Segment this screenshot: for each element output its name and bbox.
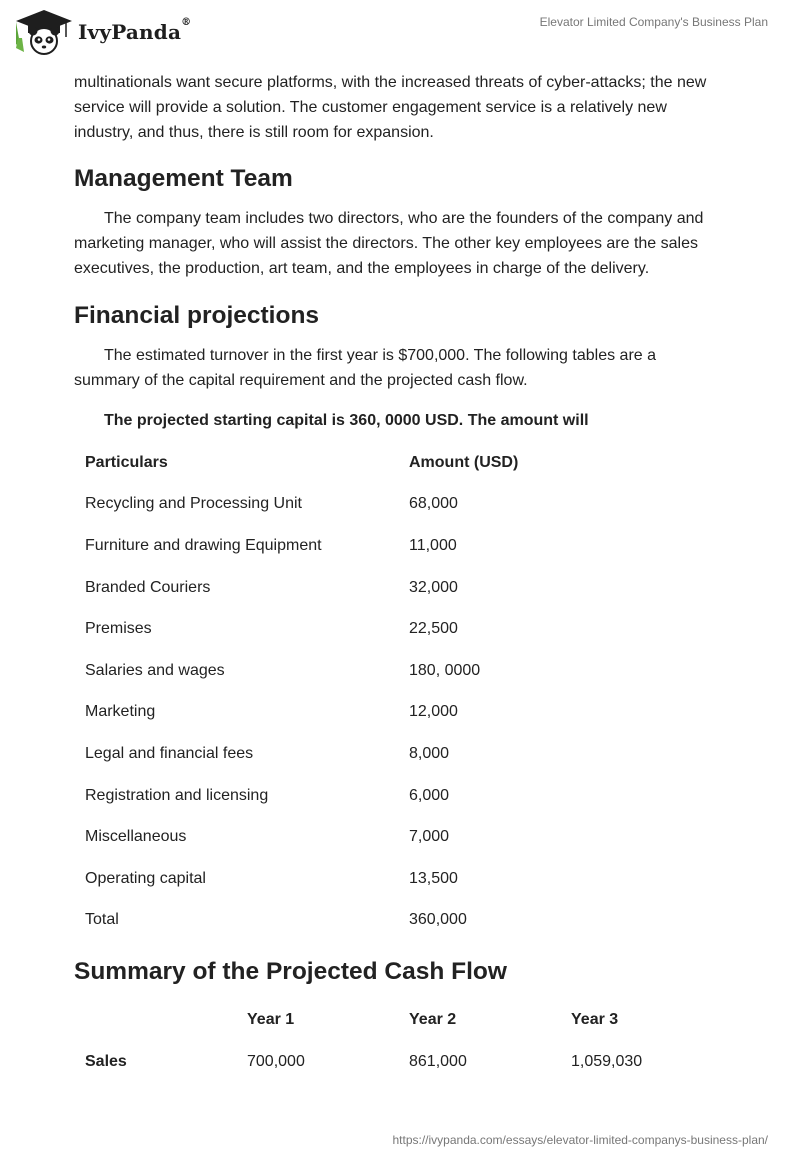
table-row: [74, 650, 609, 692]
table-row: [74, 484, 609, 526]
table-header-cell: Year 1: [247, 1011, 295, 1029]
table-cell: 861,000: [409, 1053, 467, 1071]
table-header-cell: [74, 999, 236, 1041]
financial-paragraph: The estimated turnover in the first year is $700,000. The following tables are a summary of the capital requirement and the projected cash flow.: [74, 347, 657, 389]
table-total-row: [74, 900, 609, 942]
table-cell: Marketing: [85, 703, 156, 721]
brand-name: IvyPanda®: [78, 17, 192, 44]
table-header-cell: Amount (USD): [409, 453, 519, 471]
table-cell: 22,500: [409, 620, 458, 638]
essay-content: [74, 70, 724, 1083]
table-cell: Furniture and drawing Equipment: [85, 536, 322, 554]
table-cell: 11,000: [409, 536, 457, 554]
table-row: [74, 816, 609, 858]
table-row: [74, 608, 609, 650]
table-cell: Sales: [85, 1053, 127, 1071]
table-cell: Salaries and wages: [85, 661, 225, 679]
source-url[interactable]: https://ivypanda.com/essays/elevator-limited-companys-business-plan/: [392, 1133, 768, 1147]
table-row: [74, 567, 609, 609]
table-cell: Branded Couriers: [85, 578, 211, 596]
table-cell: 6,000: [409, 786, 450, 804]
table-cell: Premises: [85, 620, 152, 638]
table-cell: Operating capital: [85, 869, 206, 887]
table-cell: 700,000: [247, 1053, 305, 1071]
capital-caption: The projected starting capital is 360, 0000 USD. The amount will: [104, 412, 589, 429]
cashflow-heading: Summary of the Projected Cash Flow: [74, 958, 507, 986]
table-cell: Legal and financial fees: [85, 744, 254, 762]
table-cell: 1,059,030: [571, 1053, 643, 1071]
table-row: [74, 733, 609, 775]
table-cell: Registration and licensing: [85, 786, 269, 804]
table-cell: 32,000: [409, 578, 458, 596]
table-cell: Miscellaneous: [85, 828, 187, 846]
table-cell: 7,000: [409, 828, 450, 846]
financial-heading: Financial projections: [74, 302, 320, 329]
document-title: Elevator Limited Company's Business Plan: [539, 15, 768, 29]
management-heading: Management Team: [74, 165, 293, 192]
table-cell: 12,000: [409, 703, 458, 721]
table-cell: 8,000: [409, 744, 450, 762]
table-header-row: [74, 999, 722, 1041]
brand-logo[interactable]: [14, 8, 191, 56]
panda-logo-icon: [14, 8, 74, 56]
management-paragraph: The company team includes two directors, who are the founders of the company and marketing manager, who will assist the directors. The other key employees are the sales executives, the production, art team, and the employees in charge of the delivery.: [74, 210, 704, 277]
table-cell: 360,000: [409, 911, 467, 929]
table-cell: 13,500: [409, 869, 458, 887]
cashflow-table: [74, 999, 722, 1083]
table-row: [74, 525, 609, 567]
table-cell: Total: [85, 911, 119, 929]
intro-paragraph: multinationals want secure platforms, with the increased threats of cyber-attacks; the new service will provide a solution. The customer engagement service is a relatively new industry, and thus, there is still room for expansion.: [74, 74, 707, 141]
table-cell: 68,000: [409, 495, 458, 513]
table-cell: 180, 0000: [409, 661, 481, 679]
table-cell: Recycling and Processing Unit: [85, 495, 302, 513]
table-header-cell: Year 2: [409, 1011, 457, 1029]
table-row: [74, 1041, 722, 1083]
table-row: [74, 692, 609, 734]
table-header-row: [74, 442, 609, 484]
table-header-cell: Year 3: [571, 1011, 619, 1029]
capital-table: [74, 442, 609, 941]
table-row: [74, 858, 609, 900]
table-header-cell: Particulars: [85, 453, 168, 471]
page-header: [0, 0, 800, 64]
table-row: [74, 775, 609, 817]
